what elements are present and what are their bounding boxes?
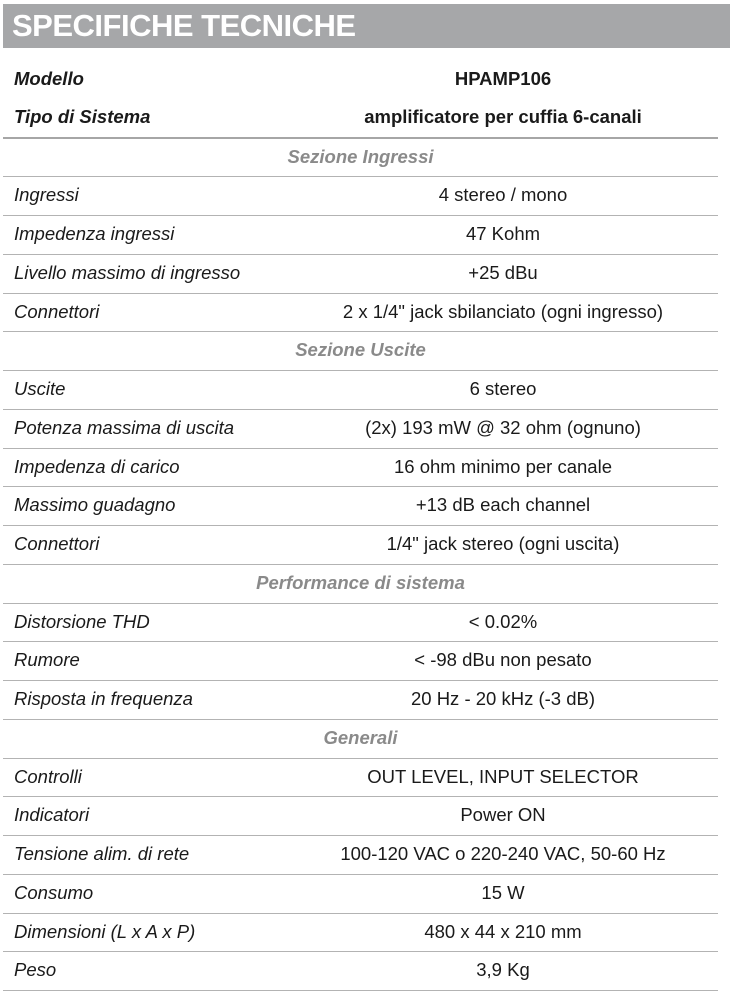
section-header: [3, 720, 718, 759]
spec-row: [3, 914, 718, 953]
spec-value: 1/4" jack stereo (ogni uscita): [386, 533, 620, 554]
spec-row: [3, 410, 718, 449]
spec-row: [3, 61, 718, 99]
spec-row: [3, 371, 718, 410]
spec-value: 6 stereo: [469, 378, 537, 399]
spec-row: [3, 836, 718, 875]
spec-value: 47 Kohm: [465, 223, 541, 244]
spec-row: [3, 449, 718, 488]
spec-row: [3, 177, 718, 216]
spec-label: Tensione alim. di rete: [14, 843, 190, 864]
header-label: Modello: [14, 68, 84, 89]
spec-label: Connettori: [14, 533, 100, 554]
spec-label: Potenza massima di uscita: [14, 416, 235, 438]
header-value: HPAMP106: [454, 68, 552, 89]
spec-label: Connettori: [14, 300, 100, 322]
spec-label: Dimensioni (L x A x P): [14, 920, 196, 942]
spec-value: +13 dB each channel: [415, 494, 591, 516]
spec-label: Ingressi: [14, 184, 79, 206]
spec-table: [3, 61, 718, 991]
spec-label: Indicatori: [14, 804, 90, 826]
spec-label: Consumo: [14, 881, 94, 903]
spec-row: [3, 487, 718, 526]
spec-row: [3, 216, 718, 255]
spec-label: Impedenza ingressi: [14, 223, 175, 244]
section-header: [3, 565, 718, 604]
spec-label: Rumore: [14, 649, 80, 671]
spec-row: [3, 875, 718, 914]
section-title: Generali: [323, 726, 398, 748]
spec-label: Controlli: [14, 765, 82, 787]
spec-value: (2x) 193 mW @ 32 ohm (ognuno): [365, 416, 641, 438]
spec-label: Uscite: [14, 378, 66, 399]
spec-label: Impedenza di carico: [14, 455, 180, 477]
section-title: Performance di sistema: [256, 571, 465, 593]
page-title: SPECIFICHE TECNICHE: [12, 8, 356, 43]
spec-value: 15 W: [481, 881, 525, 903]
spec-value: < -98 dBu non pesato: [414, 649, 592, 671]
spec-row: [3, 526, 718, 565]
spec-label: Massimo guadagno: [14, 494, 176, 516]
spec-row: [3, 255, 718, 294]
spec-label: Distorsione THD: [14, 610, 150, 632]
spec-value: 2 x 1/4" jack sbilanciato (ogni ingresso): [342, 300, 664, 322]
spec-value: Power ON: [460, 804, 546, 826]
spec-value: < 0.02%: [468, 610, 538, 632]
spec-label: Livello massimo di ingresso: [14, 261, 241, 283]
spec-value: 20 Hz - 20 kHz (-3 dB): [410, 688, 596, 709]
header-label: Tipo di Sistema: [14, 105, 151, 127]
spec-value: 3,9 Kg: [476, 959, 530, 981]
spec-row: [3, 952, 718, 991]
spec-row: [3, 681, 718, 720]
spec-value: OUT LEVEL, INPUT SELECTOR: [367, 765, 639, 787]
spec-row: [3, 604, 718, 643]
spec-value: 100-120 VAC o 220-240 VAC, 50-60 Hz: [340, 843, 666, 864]
section-header: [3, 139, 718, 178]
spec-row: [3, 99, 718, 139]
spec-value: 4 stereo / mono: [438, 184, 568, 206]
spec-row: [3, 294, 718, 333]
section-title: Sezione Ingressi: [287, 145, 434, 167]
title-bar: [3, 4, 730, 48]
spec-row: [3, 759, 718, 798]
spec-value: 16 ohm minimo per canale: [394, 455, 612, 477]
spec-value: 480 x 44 x 210 mm: [424, 920, 582, 942]
spec-value: +25 dBu: [468, 261, 538, 283]
section-title: Sezione Uscite: [295, 339, 426, 361]
spec-row: [3, 797, 718, 836]
spec-label: Risposta in frequenza: [14, 688, 193, 709]
header-value: amplificatore per cuffia 6-canali: [364, 105, 642, 127]
section-header: [3, 332, 718, 371]
spec-label: Peso: [14, 959, 57, 981]
spec-row: [3, 642, 718, 681]
